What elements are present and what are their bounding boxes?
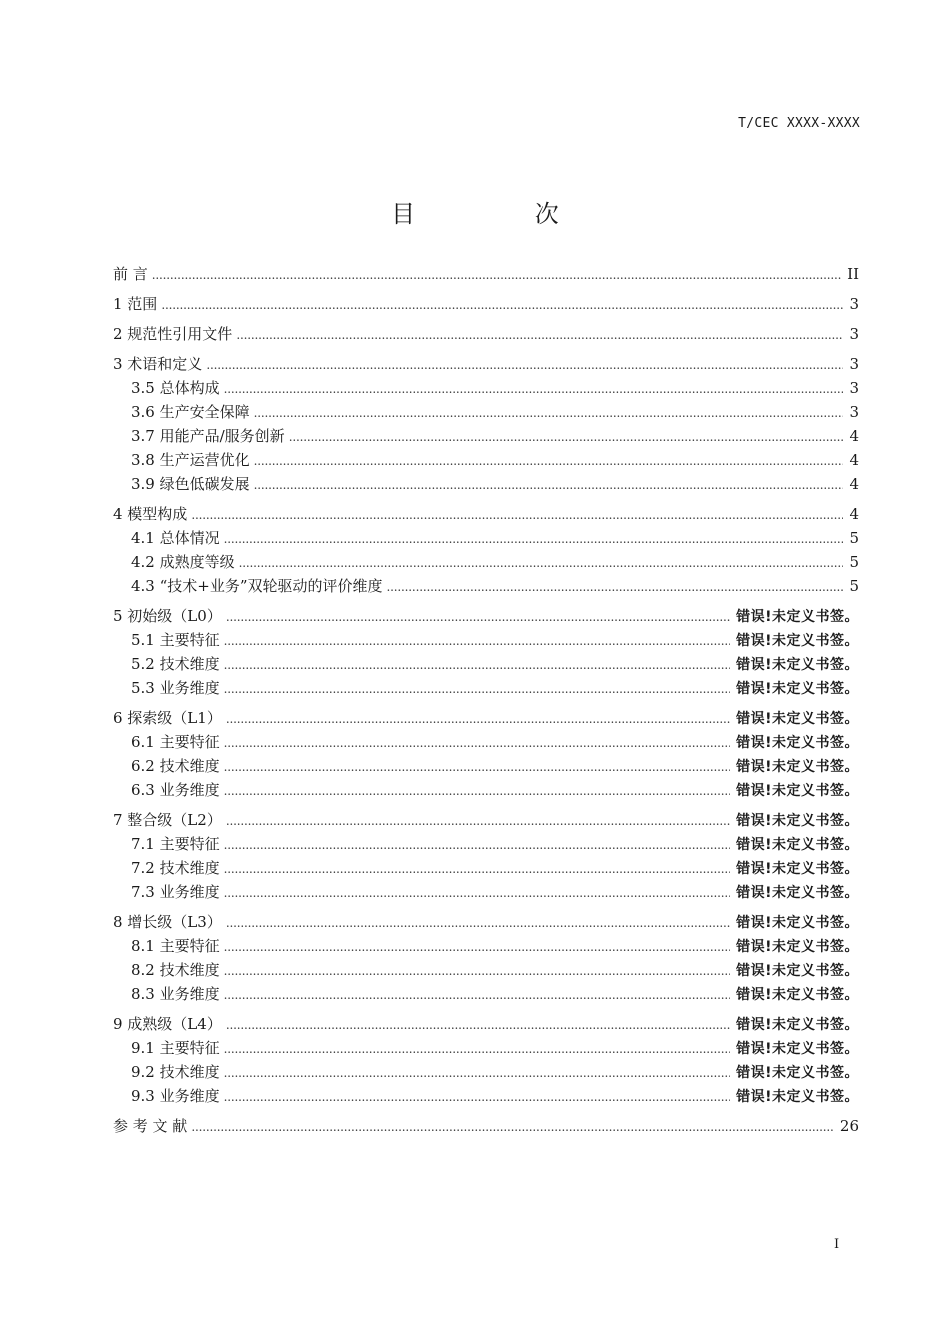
toc-entry[interactable] (113, 706, 859, 730)
toc-entry[interactable] (113, 1114, 859, 1138)
toc-entry-page: 5 (849, 577, 859, 595)
toc-entry-page: 错误!未定义书签。 (736, 1041, 859, 1057)
toc-leader-dots (226, 707, 730, 731)
toc-entry[interactable] (113, 424, 859, 448)
toc-leader-dots (224, 653, 730, 677)
toc-leader-dots (224, 959, 730, 983)
toc-entry[interactable] (113, 958, 859, 982)
toc-entry-label: 9.3 业务维度 (131, 1087, 220, 1105)
toc-entry-label: 5.2 技术维度 (131, 655, 220, 673)
toc-entry-page: 错误!未定义书签。 (736, 735, 859, 751)
toc-entry[interactable] (113, 1012, 859, 1036)
toc-entry-label: 4 模型构成 (113, 505, 188, 523)
toc-entry[interactable] (113, 628, 859, 652)
toc-entry-page: 错误!未定义书签。 (736, 711, 859, 727)
toc-entry-label: 9 成熟级（L4） (113, 1015, 222, 1033)
toc-entry-page: 错误!未定义书签。 (736, 963, 859, 979)
toc-leader-dots (224, 935, 730, 959)
toc-leader-dots (191, 503, 843, 527)
toc-entry[interactable] (113, 808, 859, 832)
toc-entry-label: 8 增长级（L3） (113, 913, 222, 931)
toc-leader-dots (224, 881, 730, 905)
toc-entry[interactable] (113, 1084, 859, 1108)
toc-entry-label: 8.2 技术维度 (131, 961, 220, 979)
toc-leader-dots (224, 1085, 730, 1109)
toc-entry-page: 3 (849, 295, 859, 313)
toc-entry-label: 4.3 “技术+业务”双轮驱动的评价维度 (131, 577, 383, 595)
toc-leader-dots (224, 527, 844, 551)
toc-leader-dots (224, 377, 844, 401)
toc-entry-label: 3.8 生产运营优化 (131, 451, 250, 469)
toc-entry[interactable] (113, 856, 859, 880)
toc-entry[interactable] (113, 262, 859, 286)
toc-entry[interactable] (113, 910, 859, 934)
toc-entry[interactable] (113, 1060, 859, 1084)
toc-entry-label: 前 言 (113, 265, 148, 283)
toc-entry-label: 参 考 文 献 (113, 1117, 188, 1135)
toc-leader-dots (289, 425, 844, 449)
toc-entry-label: 3.7 用能产品/服务创新 (131, 427, 285, 445)
toc-entry[interactable] (113, 982, 859, 1006)
toc-leader-dots (224, 629, 730, 653)
toc-leader-dots (254, 449, 844, 473)
toc-entry-label: 3 术语和定义 (113, 355, 203, 373)
toc-entry-label: 5.1 主要特征 (131, 631, 220, 649)
toc-entry-page: 错误!未定义书签。 (736, 1017, 859, 1033)
toc-entry[interactable] (113, 574, 859, 598)
toc-entry-label: 9.1 主要特征 (131, 1039, 220, 1057)
toc-entry-label: 8.1 主要特征 (131, 937, 220, 955)
toc-entry-page: 4 (849, 427, 859, 445)
toc-leader-dots (191, 1115, 834, 1139)
toc-entry-page: 3 (849, 325, 859, 343)
toc-leader-dots (224, 983, 730, 1007)
toc-entry[interactable] (113, 604, 859, 628)
toc-entry[interactable] (113, 292, 859, 316)
toc-entry[interactable] (113, 400, 859, 424)
toc-entry-label: 8.3 业务维度 (131, 985, 220, 1003)
toc-entry[interactable] (113, 1036, 859, 1060)
toc-entry[interactable] (113, 376, 859, 400)
toc-entry[interactable] (113, 730, 859, 754)
toc-entry-page: 错误!未定义书签。 (736, 681, 859, 697)
document-code: T/CEC XXXX-XXXX (738, 116, 860, 131)
toc-entry-label: 3.5 总体构成 (131, 379, 220, 397)
toc-entry[interactable] (113, 322, 859, 346)
toc-entry-page: 错误!未定义书签。 (736, 861, 859, 877)
toc-entry-page: 错误!未定义书签。 (736, 633, 859, 649)
page-number: I (834, 1237, 840, 1252)
toc-leader-dots (224, 677, 730, 701)
toc-entry-page: 26 (839, 1117, 859, 1135)
toc-leader-dots (224, 833, 730, 857)
toc-entry-label: 7.1 主要特征 (131, 835, 220, 853)
toc-entry[interactable] (113, 934, 859, 958)
toc-entry[interactable] (113, 526, 859, 550)
toc-entry[interactable] (113, 502, 859, 526)
toc-entry[interactable] (113, 652, 859, 676)
toc-entry-label: 6.1 主要特征 (131, 733, 220, 751)
toc-entry-page: 错误!未定义书签。 (736, 783, 859, 799)
toc-entry-label: 5 初始级（L0） (113, 607, 222, 625)
toc-entry-page: 5 (849, 529, 859, 547)
toc-entry[interactable] (113, 832, 859, 856)
toc-entry-label: 3.9 绿色低碳发展 (131, 475, 250, 493)
toc-entry-page: 错误!未定义书签。 (736, 915, 859, 931)
toc-leader-dots (224, 755, 730, 779)
toc-leader-dots (226, 809, 730, 833)
toc-entry-page: 3 (849, 403, 859, 421)
toc-entry[interactable] (113, 448, 859, 472)
toc-leader-dots (224, 1037, 730, 1061)
toc-entry-label: 4.1 总体情况 (131, 529, 220, 547)
toc-entry[interactable] (113, 778, 859, 802)
toc-entry-label: 6 探索级（L1） (113, 709, 222, 727)
toc-entry-page: 错误!未定义书签。 (736, 1089, 859, 1105)
toc-entry-page: 错误!未定义书签。 (736, 609, 859, 625)
toc-entry-page: 错误!未定义书签。 (736, 1065, 859, 1081)
toc-entry-page: 5 (849, 553, 859, 571)
toc-entry-label: 7 整合级（L2） (113, 811, 222, 829)
toc-leader-dots (254, 473, 844, 497)
toc-entry-page: II (847, 265, 859, 283)
toc-leader-dots (226, 911, 730, 935)
toc-entry-label: 9.2 技术维度 (131, 1063, 220, 1081)
toc-entry-page: 错误!未定义书签。 (736, 759, 859, 775)
toc-entry[interactable] (113, 352, 859, 376)
toc-entry[interactable] (113, 550, 859, 574)
toc-entry[interactable] (113, 676, 859, 700)
toc-leader-dots (206, 353, 843, 377)
toc-entry-label: 4.2 成熟度等级 (131, 553, 235, 571)
toc-leader-dots (387, 575, 844, 599)
toc-leader-dots (224, 779, 730, 803)
toc-entry[interactable] (113, 472, 859, 496)
table-of-contents (113, 262, 859, 1138)
toc-entry-page: 错误!未定义书签。 (736, 837, 859, 853)
toc-entry-label: 7.2 技术维度 (131, 859, 220, 877)
toc-entry-label: 6.2 技术维度 (131, 757, 220, 775)
toc-entry-label: 6.3 业务维度 (131, 781, 220, 799)
toc-entry-label: 2 规范性引用文件 (113, 325, 233, 343)
toc-leader-dots (224, 731, 730, 755)
toc-entry-label: 1 范围 (113, 295, 158, 313)
toc-title: 目 次 (391, 200, 615, 228)
toc-entry-page: 3 (849, 379, 859, 397)
toc-entry-page: 错误!未定义书签。 (736, 657, 859, 673)
toc-entry-label: 5.3 业务维度 (131, 679, 220, 697)
toc-leader-dots (254, 401, 844, 425)
toc-entry-page: 错误!未定义书签。 (736, 939, 859, 955)
toc-entry-label: 3.6 生产安全保障 (131, 403, 250, 421)
toc-entry-page: 错误!未定义书签。 (736, 987, 859, 1003)
toc-leader-dots (239, 551, 844, 575)
toc-leader-dots (161, 293, 843, 317)
toc-leader-dots (224, 857, 730, 881)
toc-leader-dots (152, 263, 841, 287)
toc-entry-page: 错误!未定义书签。 (736, 885, 859, 901)
toc-entry[interactable] (113, 880, 859, 904)
toc-leader-dots (224, 1061, 730, 1085)
toc-entry-label: 7.3 业务维度 (131, 883, 220, 901)
toc-entry-page: 4 (849, 505, 859, 523)
toc-leader-dots (236, 323, 843, 347)
toc-entry-page: 4 (849, 475, 859, 493)
toc-entry[interactable] (113, 754, 859, 778)
toc-entry-page: 3 (849, 355, 859, 373)
toc-leader-dots (226, 1013, 730, 1037)
toc-leader-dots (226, 605, 730, 629)
toc-entry-page: 错误!未定义书签。 (736, 813, 859, 829)
toc-entry-page: 4 (849, 451, 859, 469)
